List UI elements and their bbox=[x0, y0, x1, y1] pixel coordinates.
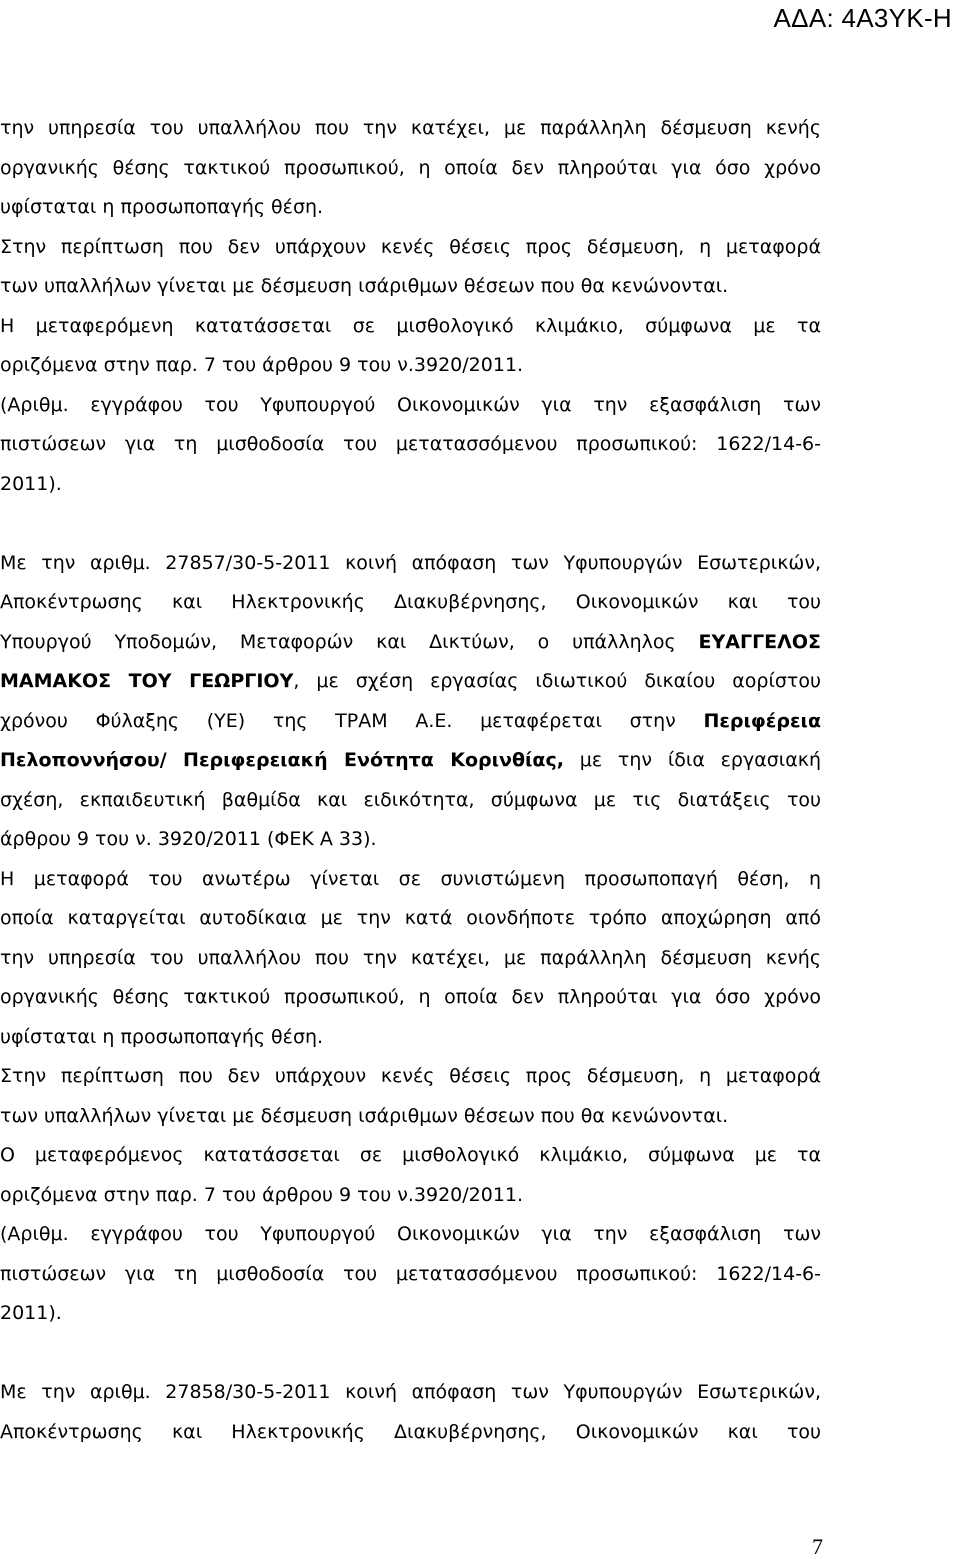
text-line: Στην περίπτωση που δεν υπάρχουν κενές θέσεις προς δέσμευση, η μεταφορά bbox=[0, 235, 821, 258]
text-line: Με την αριθμ. 27857/30-5-2011 κοινή απόφαση των Υφυπουργών Εσωτερικών, bbox=[0, 551, 821, 574]
text-line: οριζόμενα στην παρ. 7 του άρθρου 9 του ν.3920/2011. bbox=[0, 354, 524, 376]
text-line: Ο μεταφερόμενος κατατάσσεται σε μισθολογικό κλιμάκιο, σύμφωνα με τα bbox=[0, 1144, 821, 1166]
text-line: οποία καταργείται αυτοδίκαια με την κατά οιονδήποτε τρόπο αποχώρηση από bbox=[0, 907, 821, 929]
text-line: Αποκέντρωσης και Ηλεκτρονικής Διακυβέρνησης, Οικονομικών και του bbox=[0, 591, 821, 613]
destination-region: Περιφέρεια bbox=[703, 709, 821, 732]
text-line bbox=[0, 702, 821, 742]
text-line: Αποκέντρωσης και Ηλεκτρονικής Διακυβέρνησης, Οικονομικών και του bbox=[0, 1420, 821, 1443]
text-line: υφίσταται η προσωποπαγής θέση. bbox=[0, 1025, 324, 1048]
page-number: 7 bbox=[812, 1534, 823, 1559]
destination-unit: Πελοποννήσου/ Περιφερειακή Ενότητα Κορινθίας, bbox=[0, 749, 564, 771]
text-line: Η μεταφορά του ανωτέρω γίνεται σε συνιστώμενη προσωποπαγή θέση, η bbox=[0, 867, 821, 890]
text-line: την υπηρεσία του υπαλλήλου που την κατέχει, με παράλληλη δέσμευση κενής bbox=[0, 946, 821, 969]
blank-line bbox=[0, 1334, 821, 1374]
text-line: πιστώσεων για τη μισθοδοσία του μετατασσόμενου προσωπικού: 1622/14-6- bbox=[0, 433, 821, 455]
text-line bbox=[0, 741, 821, 781]
text-line: υφίσταται η προσωποπαγής θέση. bbox=[0, 196, 324, 218]
text-line: 2011). bbox=[0, 1302, 62, 1324]
text-line: (Αριθμ. εγγράφου του Υφυπουργού Οικονομικών για την εξασφάλιση των bbox=[0, 1223, 821, 1245]
blank-line bbox=[0, 504, 821, 544]
employee-first-name: ΕΥΑΓΓΕΛΟΣ bbox=[698, 630, 821, 653]
text-line: των υπαλλήλων γίνεται με δέσμευση ισάριθμων θέσεων που θα κενώνονται. bbox=[0, 1104, 729, 1127]
employee-surname-patronymic: ΜΑΜΑΚΟΣ ΤΟΥ ΓΕΩΡΓΙΟΥ bbox=[0, 670, 294, 692]
text-line: σχέση, εκπαιδευτική βαθμίδα και ειδικότητα, σύμφωνα με τις διατάξεις του bbox=[0, 788, 821, 811]
text-segment: χρόνου Φύλαξης (ΥΕ) της ΤΡΑΜ Α.Ε. μεταφέρεται στην bbox=[0, 709, 676, 732]
text-line: άρθρου 9 του ν. 3920/2011 (ΦΕΚ Α 33). bbox=[0, 828, 377, 850]
text-line: των υπαλλήλων γίνεται με δέσμευση ισάριθμων θέσεων που θα κενώνονται. bbox=[0, 275, 729, 297]
text-segment: Υπουργού Υποδομών, Μεταφορών και Δικτύων, ο υπάλληλος bbox=[0, 630, 676, 653]
text-line: Με την αριθμ. 27858/30-5-2011 κοινή απόφαση των Υφυπουργών Εσωτερικών, bbox=[0, 1381, 821, 1403]
text-line: 2011). bbox=[0, 472, 62, 495]
text-line bbox=[0, 623, 821, 663]
text-line: οριζόμενα στην παρ. 7 του άρθρου 9 του ν.3920/2011. bbox=[0, 1183, 524, 1206]
text-line: Στην περίπτωση που δεν υπάρχουν κενές θέσεις προς δέσμευση, η μεταφορά bbox=[0, 1065, 821, 1087]
text-line: την υπηρεσία του υπαλλήλου που την κατέχει, με παράλληλη δέσμευση κενής bbox=[0, 117, 821, 139]
text-line bbox=[0, 662, 821, 702]
text-line: οργανικής θέσης τακτικού προσωπικού, η οποία δεν πληρούται για όσο χρόνο bbox=[0, 156, 821, 179]
text-line: οργανικής θέσης τακτικού προσωπικού, η οποία δεν πληρούται για όσο χρόνο bbox=[0, 986, 821, 1008]
text-line: Η μεταφερόμενη κατατάσσεται σε μισθολογικό κλιμάκιο, σύμφωνα με τα bbox=[0, 314, 821, 337]
text-line: πιστώσεων για τη μισθοδοσία του μετατασσόμενου προσωπικού: 1622/14-6- bbox=[0, 1262, 821, 1285]
text-segment: με την ίδια εργασιακή bbox=[563, 749, 821, 771]
document-body bbox=[0, 109, 821, 1452]
text-segment: , με σχέση εργασίας ιδιωτικού δικαίου αορίστου bbox=[293, 670, 821, 692]
ada-header: ΑΔΑ: 4Α3ΥΚ-Η bbox=[773, 3, 952, 33]
text-line: (Αριθμ. εγγράφου του Υφυπουργού Οικονομικών για την εξασφάλιση των bbox=[0, 393, 821, 416]
